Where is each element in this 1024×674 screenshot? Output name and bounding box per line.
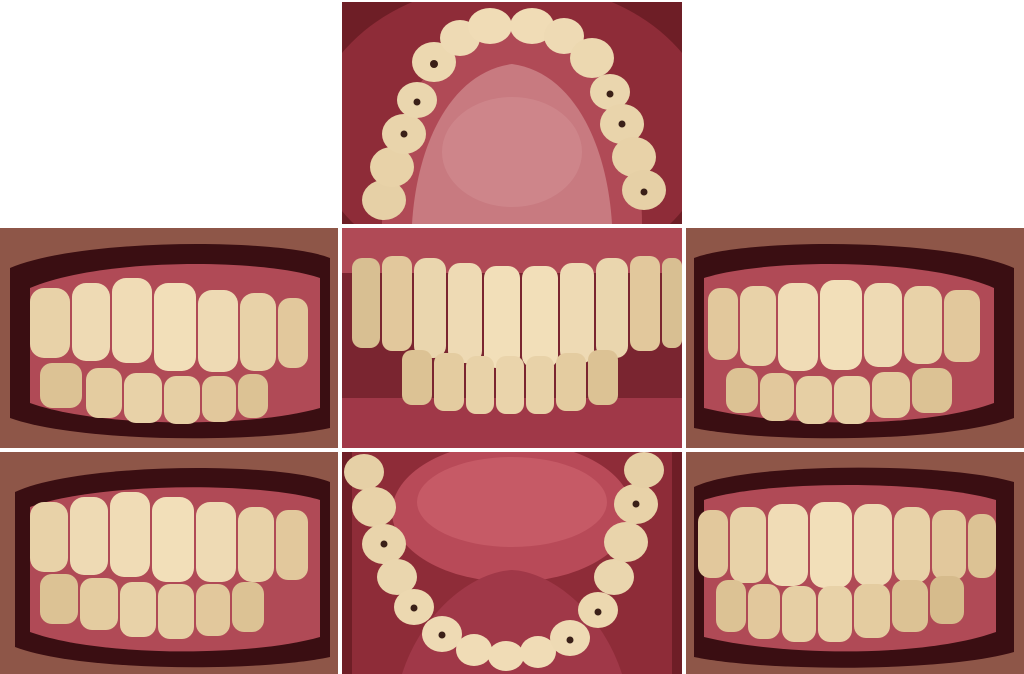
right-lateral-photo-1 (0, 228, 338, 448)
empty-top-right (686, 0, 1024, 224)
right-lateral-photo-2 (0, 452, 338, 674)
frontal-photo (342, 228, 682, 448)
lower-occlusal-photo (342, 452, 682, 674)
left-lateral-photo-2 (686, 452, 1024, 674)
upper-teeth-row-left-2 (698, 502, 996, 588)
upper-teeth-row-left (708, 280, 980, 371)
left-lateral-photo-1 (686, 228, 1024, 448)
empty-top-left (0, 0, 338, 224)
upper-occlusal-photo (342, 2, 682, 224)
